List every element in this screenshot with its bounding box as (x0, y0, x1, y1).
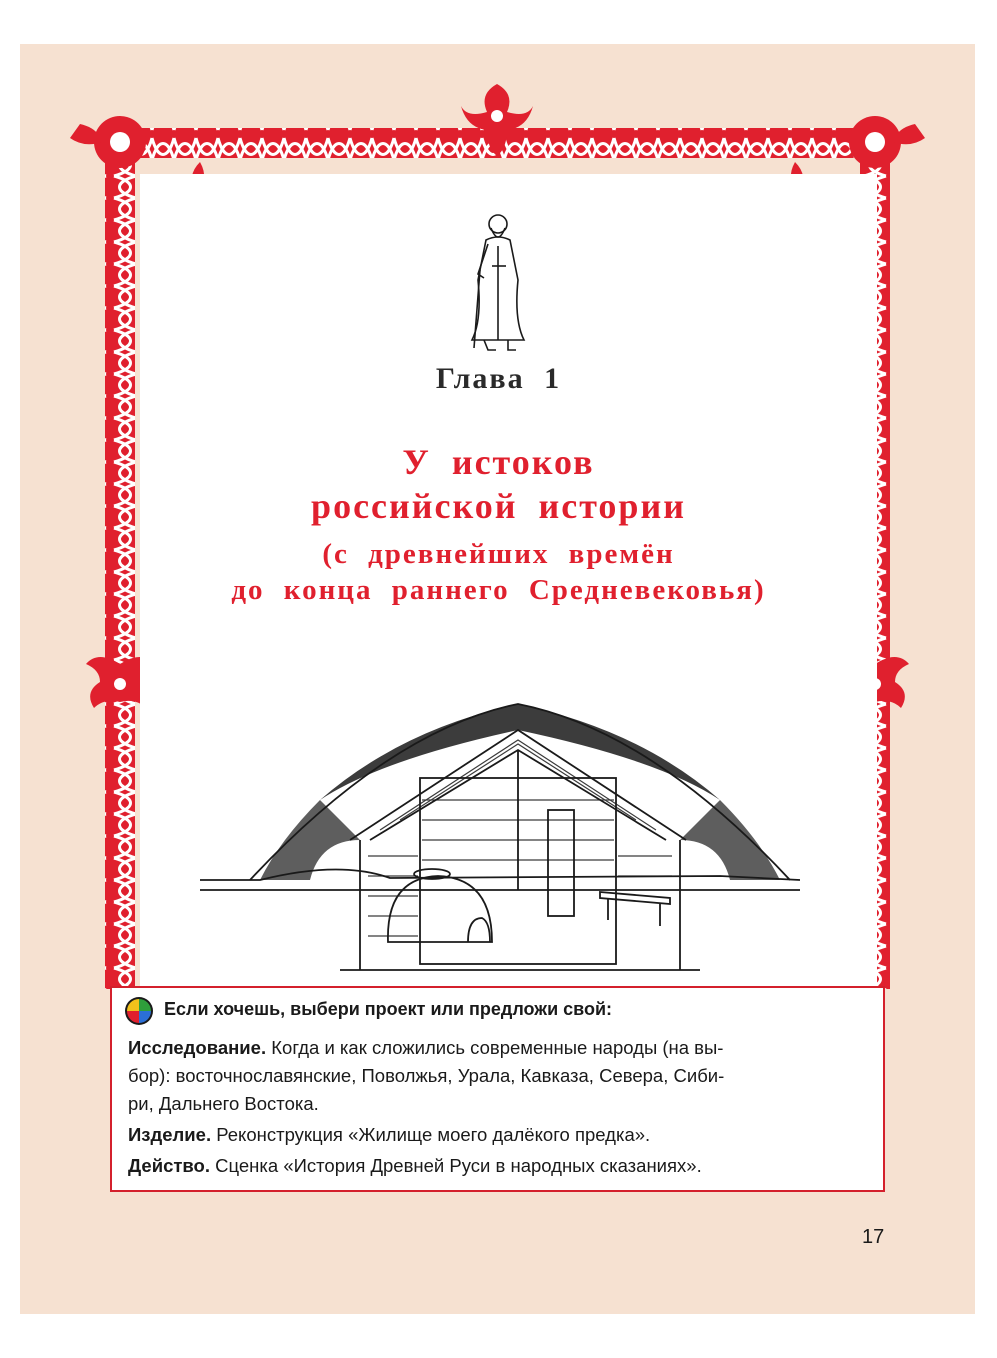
project-item-text: Когда и как сложились современные народы (на вы- (271, 1037, 724, 1058)
four-color-circle-icon (124, 996, 154, 1026)
project-heading: Если хочешь, выбери проект или предложи свой: (164, 999, 613, 1019)
project-item-text: ри, Дальнего Востока. (128, 1093, 319, 1114)
elder-figure-icon (458, 210, 538, 355)
project-item-performance (128, 1152, 869, 1180)
chapter-title-line-1: У истоков (402, 442, 595, 482)
project-box (110, 986, 885, 1192)
chapter-label: Глава 1 (435, 362, 562, 395)
page-number: 17 (862, 1226, 885, 1248)
project-item-text: Сценка «История Древней Руси в народных сказаниях». (215, 1155, 702, 1176)
project-item-product (128, 1121, 869, 1149)
chapter-subtitle-line-1: (с древнейших времён (322, 538, 675, 570)
chapter-title-line-2: российской истории (311, 486, 686, 526)
project-item-label: Исследование. (128, 1037, 267, 1058)
project-item-research (128, 1034, 869, 1118)
project-item-label: Действо. (128, 1155, 210, 1176)
project-item-text: Реконструкция «Жилище моего далёкого предка». (216, 1124, 651, 1145)
dugout-house-illustration (200, 690, 800, 980)
project-item-text: бор): восточнославянские, Поволжья, Урала, Кавказа, Севера, Сиби- (128, 1065, 725, 1086)
project-item-label: Изделие. (128, 1124, 212, 1145)
chapter-subtitle-line-2: до конца раннего Средневековья) (231, 574, 766, 606)
